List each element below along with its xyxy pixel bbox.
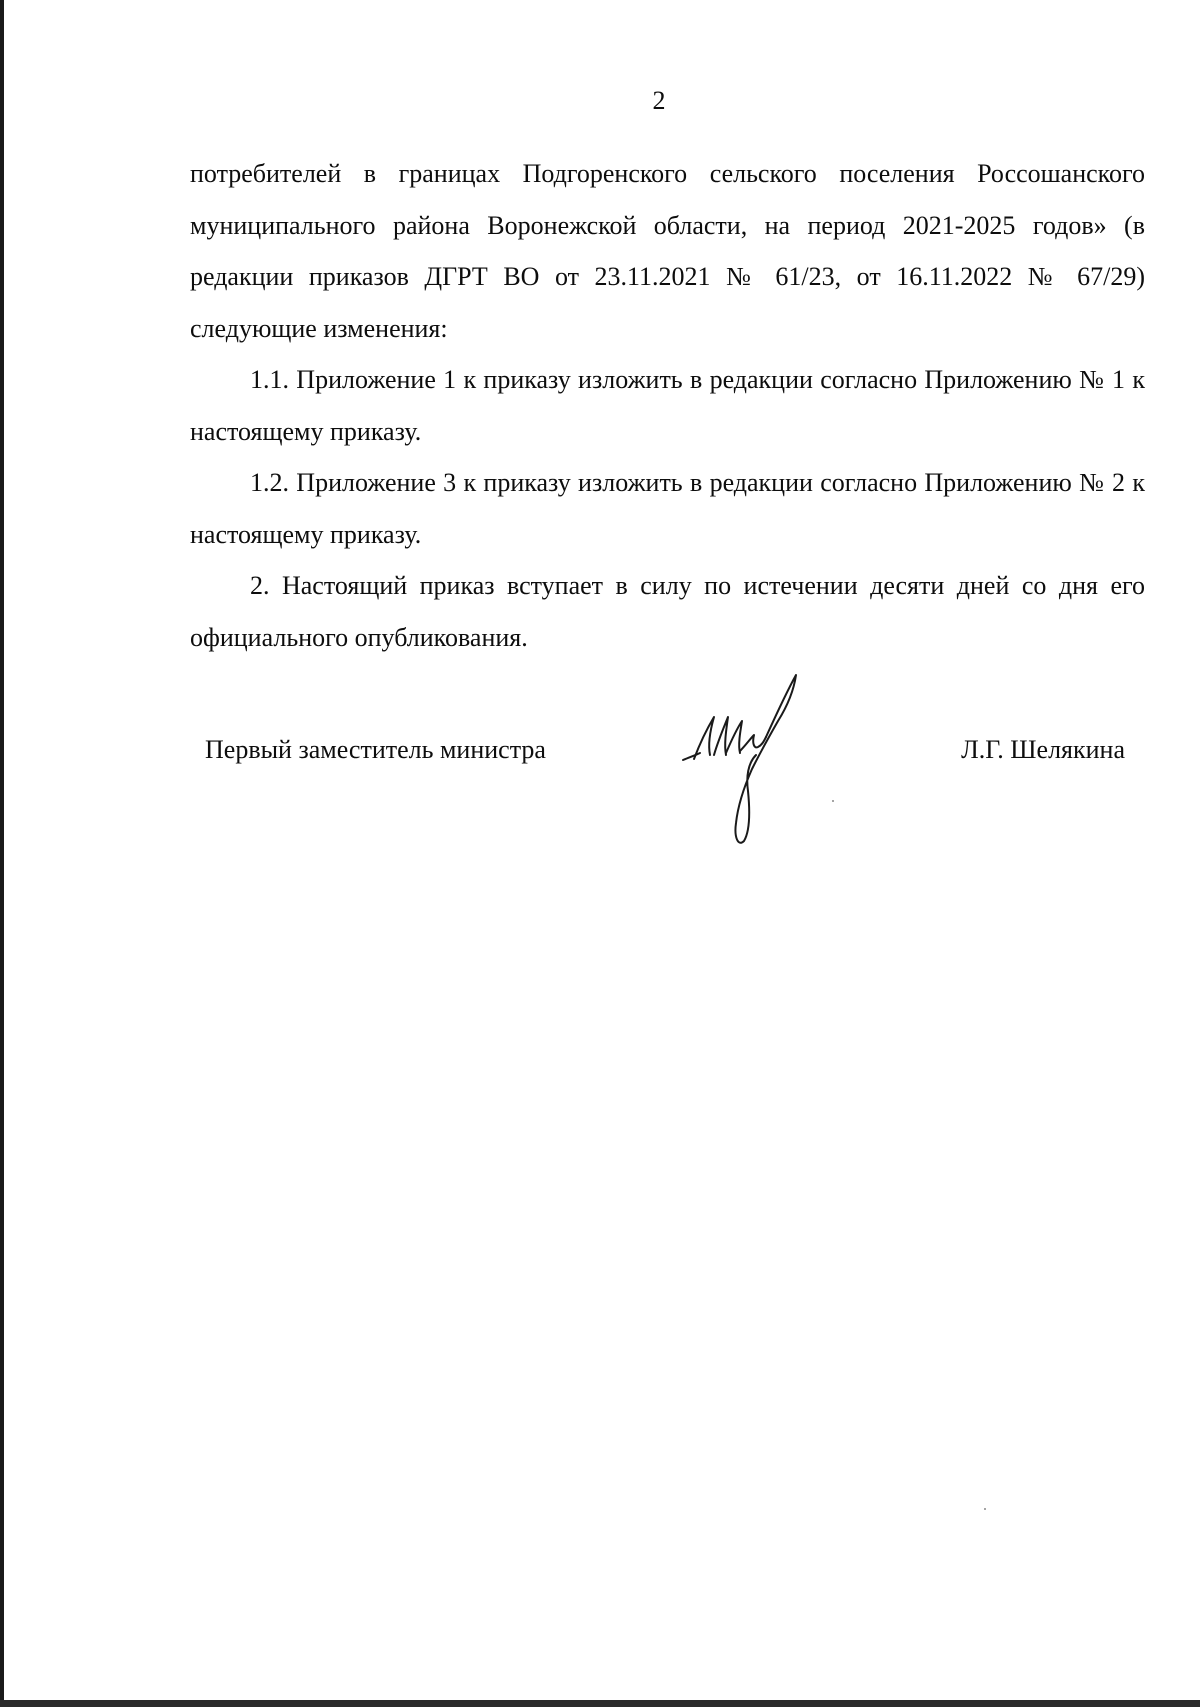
paragraph-item-2: 2. Настоящий приказ вступает в силу по истечении десяти дней со дня его официального опубликования. bbox=[190, 571, 1145, 652]
scan-edge-bottom bbox=[0, 1700, 1200, 1707]
signer-name: Л.Г. Шелякина bbox=[961, 735, 1125, 764]
paragraph-continuation: потребителей в границах Подгоренского сельского поселения Россошанского муниципального района Воронежской области, на период 2021-2025 годов» (в редакции приказов ДГРТ ВО от 23.11.2021 № 61/23, от 16.11.2022 № 67/29) следующие изменения: bbox=[190, 159, 1145, 343]
signer-position: Первый заместитель министра bbox=[205, 735, 546, 764]
document-body bbox=[190, 148, 1145, 663]
page-number: 2 bbox=[652, 86, 666, 115]
paragraph-item-1-1: 1.1. Приложение 1 к приказу изложить в редакции согласно Приложению № 1 к настоящему приказу. bbox=[190, 365, 1145, 446]
scan-edge-left bbox=[0, 0, 4, 1707]
handwritten-signature bbox=[680, 665, 830, 860]
signature-block bbox=[0, 735, 1200, 775]
paragraph-item-1-2: 1.2. Приложение 3 к приказу изложить в редакции согласно Приложению № 2 к настоящему приказу. bbox=[190, 468, 1145, 549]
scan-speck bbox=[984, 1508, 986, 1510]
scan-speck bbox=[832, 800, 834, 802]
